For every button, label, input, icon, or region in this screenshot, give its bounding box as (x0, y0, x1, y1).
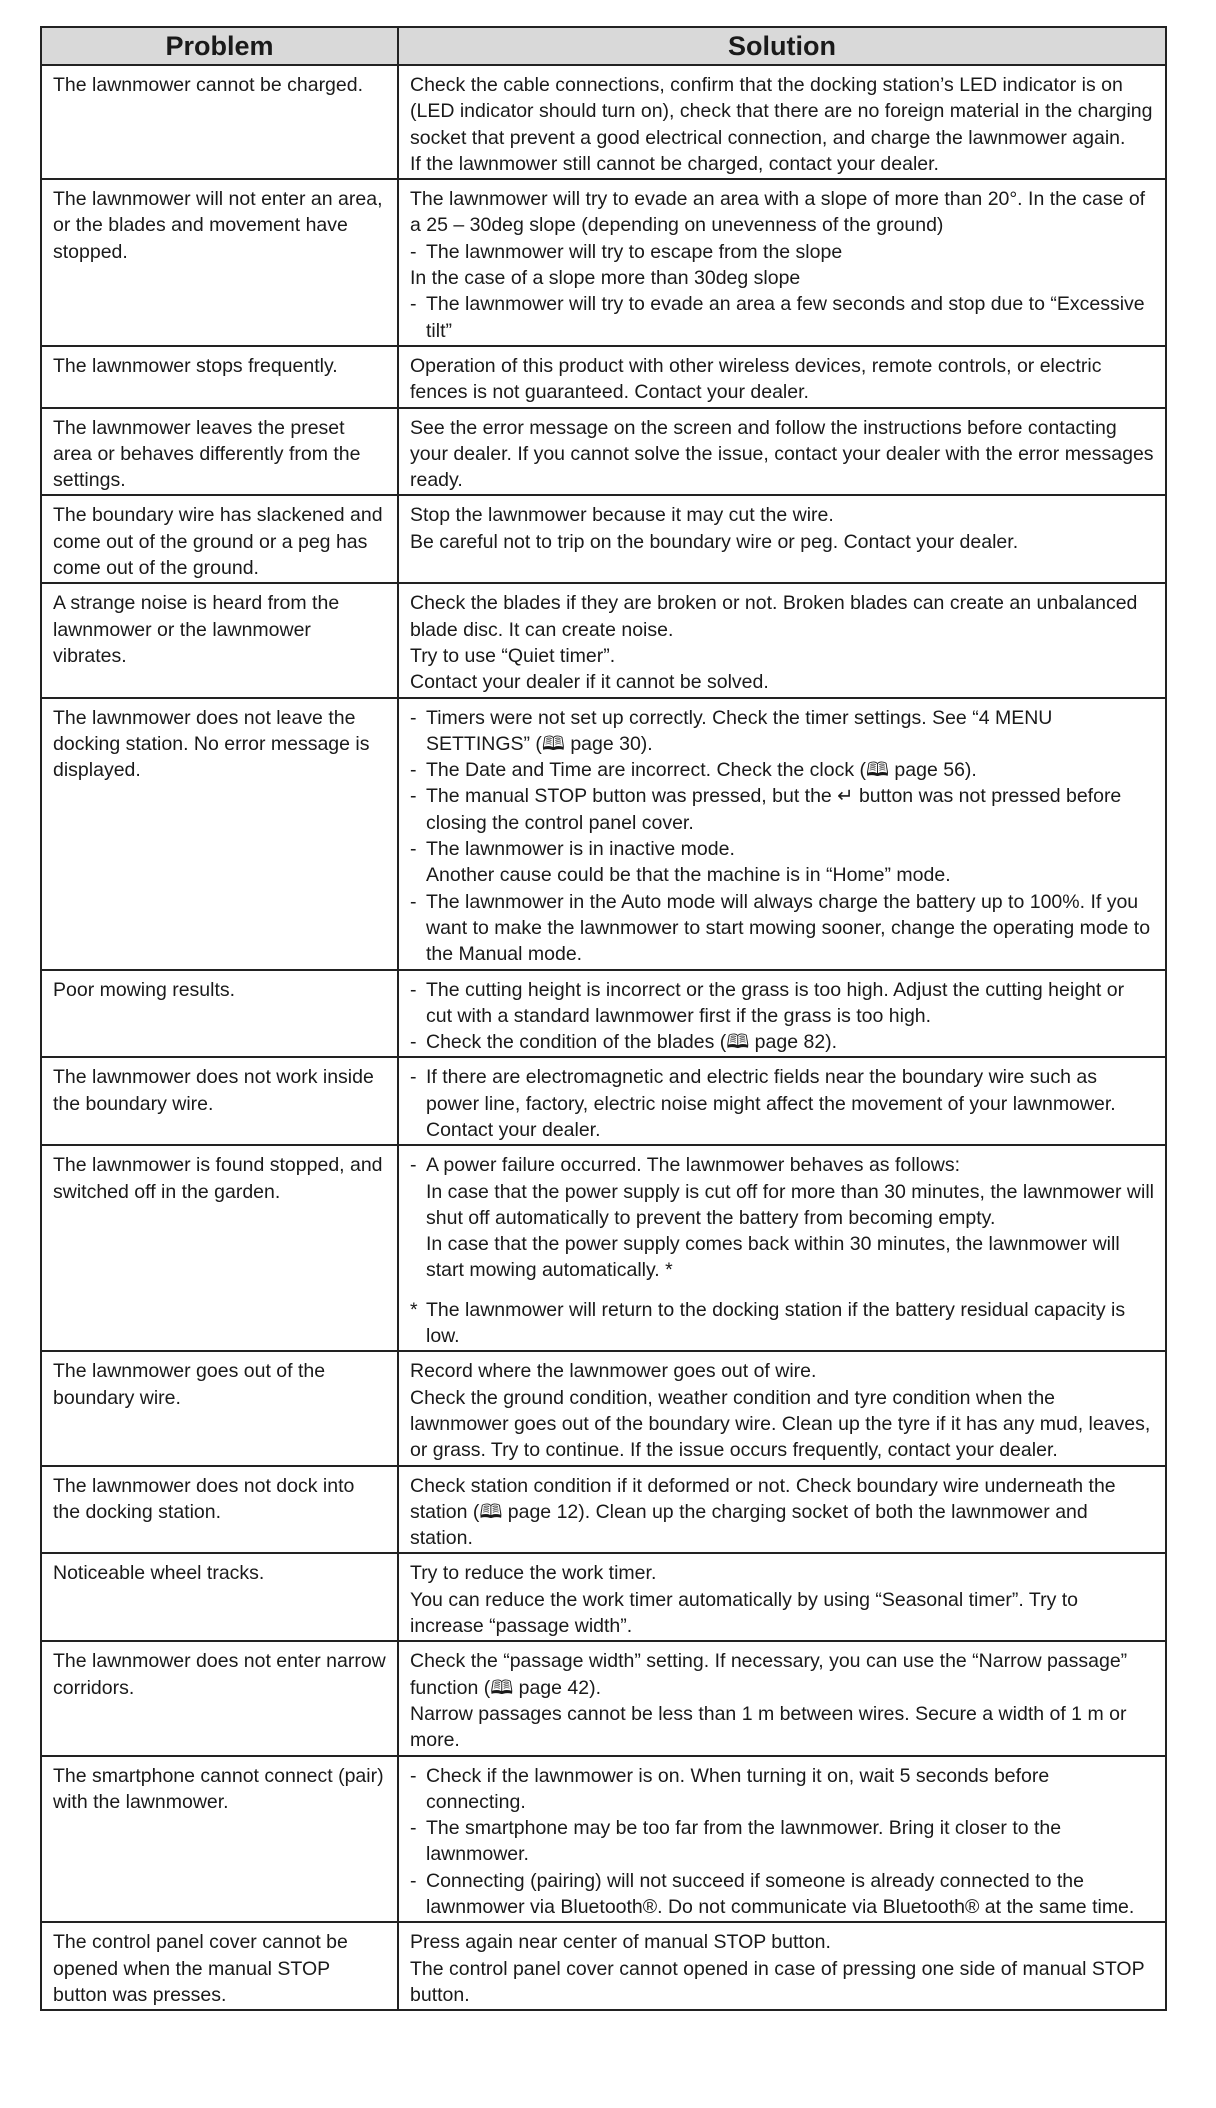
solution-bullet: - Check if the lawnmower is on. When turning it on, wait 5 seconds before connecting. (410, 1763, 1154, 1816)
problem-cell: The lawnmower stops frequently. (41, 346, 398, 408)
table-row (41, 698, 1166, 970)
solution-cell (398, 1922, 1166, 2010)
solution-cell (398, 408, 1166, 496)
problem-cell: The lawnmower does not dock into the docking station. (41, 1466, 398, 1554)
solution-bullet: - The lawnmower will try to evade an area a few seconds and stop due to “Excessive tilt” (410, 291, 1154, 344)
problem-cell: The boundary wire has slackened and come out of the ground or a peg has come out of the ground. (41, 495, 398, 583)
solution-bullet: - A power failure occurred. The lawnmower behaves as follows: (410, 1152, 1154, 1178)
solution-line: Check the blades if they are broken or not. Broken blades can create an unbalanced blade disc. It can create noise. (410, 592, 1138, 641)
solution-line: In case that the power supply comes back within 30 minutes, the lawnmower will start mowing automatically. * (426, 1233, 1120, 1282)
solution-line: Narrow passages cannot be less than 1 m between wires. Secure a width of 1 m or more. (410, 1702, 1127, 1752)
problem-cell: The lawnmower leaves the preset area or behaves differently from the settings. (41, 408, 398, 496)
solution-bullet: - The manual STOP button was pressed, but the ↵ button was not pressed before closing the control panel cover. (410, 783, 1154, 836)
solution-line: See the error message on the screen and follow the instructions before contacting your dealer. If you cannot solve the issue, contact your dealer with the error messages ready. (410, 416, 1154, 492)
problem-cell: The control panel cover cannot be opened when the manual STOP button was presses. (41, 1922, 398, 2010)
table-row (41, 583, 1166, 697)
solution-footnote: * The lawnmower will return to the docking station if the battery residual capacity is low. (410, 1297, 1154, 1350)
table-header-row (41, 27, 1166, 65)
table-row (41, 179, 1166, 346)
problem-cell: The lawnmower does not work inside the boundary wire. (41, 1057, 398, 1145)
table-body (41, 65, 1166, 2010)
solution-cell (398, 179, 1166, 346)
solution-bullet: - If there are electromagnetic and electric fields near the boundary wire such as power line, factory, electric noise might affect the movement of your lawnmower. Contact your dealer. (410, 1064, 1154, 1143)
solution-line: In case that the power supply is cut off for more than 30 minutes, the lawnmower will shut off automatically to prevent the battery from becoming empty. (426, 1180, 1154, 1229)
table-row (41, 65, 1166, 179)
solution-cell (398, 495, 1166, 583)
solution-bullet: - Connecting (pairing) will not succeed if someone is already connected to the lawnmower via Bluetooth®. Do not communicate via Bluetooth® at the same time. (410, 1868, 1154, 1921)
solution-bullet: - The smartphone may be too far from the lawnmower. Bring it closer to the lawnmower. (410, 1815, 1154, 1868)
solution-cell (398, 698, 1166, 970)
solution-bullet: - The lawnmower is in inactive mode. (410, 836, 1154, 862)
solution-line: The control panel cover cannot opened in case of pressing one side of manual STOP button. (410, 1957, 1145, 2006)
solution-cell (398, 970, 1166, 1058)
solution-line: In the case of a slope more than 30deg slope (410, 267, 801, 290)
troubleshooting-table (40, 26, 1167, 2011)
solution-line: The lawnmower will try to evade an area with a slope of more than 20°. In the case of a 25 – 30deg slope (depending on unevenness of the ground) (410, 188, 1146, 237)
solution-cell (398, 1756, 1166, 1923)
solution-column-header: Solution (398, 27, 1166, 65)
solution-bullet: - The lawnmower in the Auto mode will always charge the battery up to 100%. If you want to make the lawnmower to start mowing sooner, change the operating mode to the Manual mode. (410, 889, 1154, 968)
table-row (41, 346, 1166, 408)
table-row (41, 1553, 1166, 1641)
solution-bullet: - Timers were not set up correctly. Check the timer settings. See “4 MENU SETTINGS” (🕮 page 30). (410, 705, 1154, 758)
problem-cell: The lawnmower does not enter narrow corridors. (41, 1641, 398, 1755)
solution-line: Operation of this product with other wireless devices, remote controls, or electric fences is not guaranteed. Contact your dealer. (410, 354, 1102, 404)
solution-line: You can reduce the work timer automatically by using “Seasonal timer”. Try to increase “passage width”. (410, 1588, 1078, 1638)
problem-cell: The lawnmower will not enter an area, or the blades and movement have stopped. (41, 179, 398, 346)
solution-cell (398, 583, 1166, 697)
solution-cell (398, 65, 1166, 179)
table-row (41, 1351, 1166, 1465)
table-row (41, 495, 1166, 583)
solution-cell (398, 346, 1166, 408)
solution-cell (398, 1641, 1166, 1755)
solution-line: Record where the lawnmower goes out of wire. (410, 1360, 817, 1383)
table-row (41, 1641, 1166, 1755)
solution-line: If the lawnmower still cannot be charged, contact your dealer. (410, 152, 939, 175)
solution-cell (398, 1057, 1166, 1145)
solution-line: Try to use “Quiet timer”. (410, 644, 616, 667)
problem-cell: Noticeable wheel tracks. (41, 1553, 398, 1641)
solution-cell (398, 1351, 1166, 1465)
solution-line: Check the cable connections, confirm that the docking station’s LED indicator is on (LED indicator should turn on), check that there are no foreign material in the charging socket that prevent a good electrical connection, and charge the lawnmower again. (410, 74, 1153, 149)
solution-line: Be careful not to trip on the boundary wire or peg. Contact your dealer. (410, 530, 1019, 553)
solution-line: Check station condition if it deformed or not. Check boundary wire underneath the station (🕮 page 12). Clean up the charging socket of both the lawnmower and station. (410, 1474, 1116, 1550)
solution-line: Contact your dealer if it cannot be solved. (410, 671, 769, 694)
table-row (41, 1466, 1166, 1554)
solution-bullet: - The Date and Time are incorrect. Check the clock (🕮 page 56). (410, 757, 1154, 783)
table-row (41, 1057, 1166, 1145)
problem-cell: The lawnmower does not leave the docking station. No error message is displayed. (41, 698, 398, 970)
solution-cell (398, 1466, 1166, 1554)
solution-bullet: - The cutting height is incorrect or the grass is too high. Adjust the cutting height or cut with a standard lawnmower first if the grass is too high. (410, 977, 1154, 1030)
solution-cell (398, 1553, 1166, 1641)
table-row (41, 1922, 1166, 2010)
solution-line: Check the “passage width” setting. If necessary, you can use the “Narrow passage” function (🕮 page 42). (410, 1650, 1128, 1699)
solution-line: Try to reduce the work timer. (410, 1562, 657, 1585)
solution-line: Press again near center of manual STOP button. (410, 1931, 831, 1954)
problem-cell: The lawnmower goes out of the boundary wire. (41, 1351, 398, 1465)
problem-cell: The lawnmower cannot be charged. (41, 65, 398, 179)
solution-line: Another cause could be that the machine is in “Home” mode. (426, 864, 951, 887)
problem-cell: The lawnmower is found stopped, and switched off in the garden. (41, 1145, 398, 1351)
table-row (41, 970, 1166, 1058)
solution-line: Stop the lawnmower because it may cut the wire. (410, 504, 834, 527)
solution-line: Check the ground condition, weather condition and tyre condition when the lawnmower goes out of the boundary wire. Clean up the tyre if it has any mud, leaves, or grass. Try to continue. If the issue occurs frequently, contact your dealer. (410, 1386, 1151, 1462)
problem-cell: The smartphone cannot connect (pair) with the lawnmower. (41, 1756, 398, 1923)
problem-cell: A strange noise is heard from the lawnmower or the lawnmower vibrates. (41, 583, 398, 697)
solution-bullet: - The lawnmower will try to escape from the slope (410, 239, 1154, 265)
problem-column-header: Problem (41, 27, 398, 65)
solution-cell (398, 1145, 1166, 1351)
table-row (41, 408, 1166, 496)
problem-cell: Poor mowing results. (41, 970, 398, 1058)
table-row (41, 1145, 1166, 1351)
solution-bullet: - Check the condition of the blades (🕮 page 82). (410, 1029, 1154, 1055)
table-row (41, 1756, 1166, 1923)
